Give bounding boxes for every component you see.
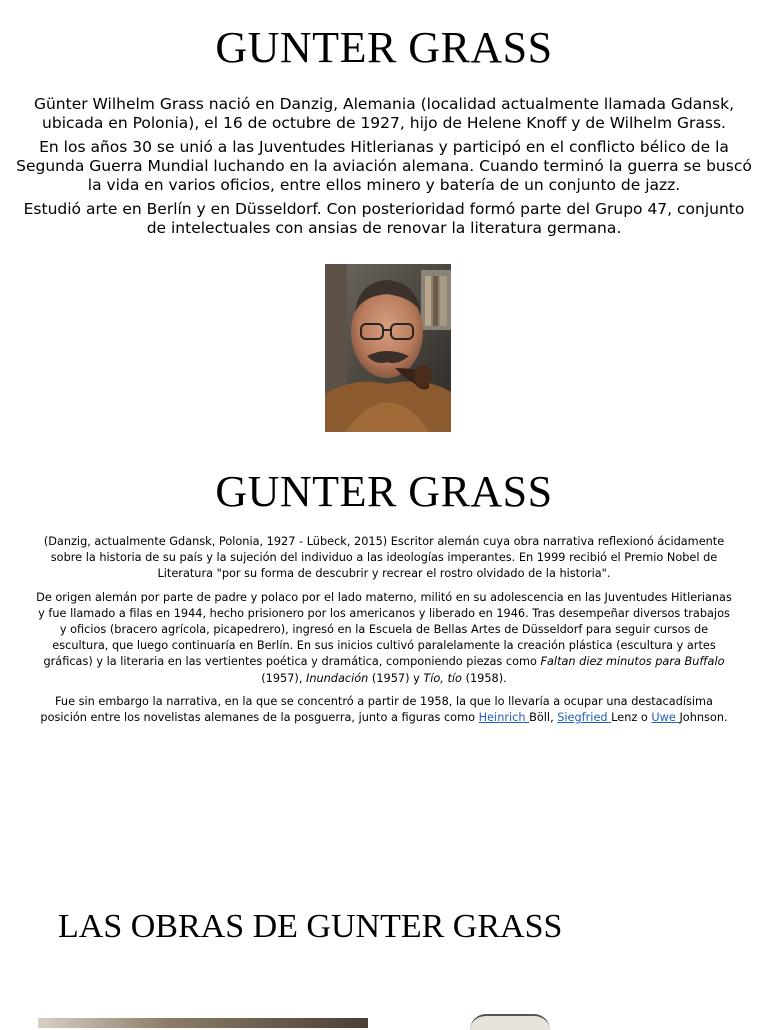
section-biography: [0, 22, 768, 243]
works-section-title: LAS OBRAS DE GUNTER GRASS: [58, 908, 563, 945]
separator: ,: [550, 711, 558, 725]
paragraph: [36, 590, 732, 687]
author-name: Lenz: [611, 711, 638, 725]
author-portrait: [325, 264, 451, 432]
work-year: (1958).: [461, 671, 507, 685]
summary-text: [36, 534, 732, 726]
author-name: Johnson: [679, 711, 724, 725]
paragraph: (Danzig, actualmente Gdansk, Polonia, 1927 - Lübeck, 2015) Escritor alemán cuya obra narrativa reflexionó ácidamente sobre la historia de su país y la sujeción del individuo a las ideologías imperantes. En 1999 recibió el Premio Nobel de Literatura "por su forma de descubrir y recrear el rostro olvidado de la historia".: [43, 535, 725, 581]
link-siegfried-lenz[interactable]: Siegfried: [557, 711, 612, 725]
author-name: Böll: [529, 711, 551, 725]
section-summary: [0, 466, 768, 733]
paragraph: Estudió arte en Berlín y en Düsseldorf. Con posterioridad formó parte del Grupo 47, conjunto de intelectuales con ansias de renovar la literatura germana.: [23, 200, 745, 237]
section-title: GUNTER GRASS: [215, 467, 553, 516]
work-year: (1957),: [261, 671, 306, 685]
book-cover-image: [470, 1014, 550, 1030]
work-title: Inundación: [306, 671, 369, 685]
work-title: Faltan diez minutos para Buffalo: [540, 655, 725, 669]
work-title: Tío, tío: [423, 671, 462, 685]
separator: o: [637, 711, 652, 725]
paragraph: [36, 694, 732, 726]
link-heinrich-boll[interactable]: Heinrich: [478, 711, 530, 725]
separator: .: [723, 711, 728, 725]
book-cover-image: [38, 1018, 368, 1028]
paragraph: En los años 30 se unió a las Juventudes Hitlerianas y participó en el conflicto bélico de la Segunda Guerra Mundial luchando en la aviación alemana. Cuando terminó la guerra se buscó la vida en varios oficios, entre ellos minero y batería de un conjunto de jazz.: [16, 138, 752, 194]
page-title: GUNTER GRASS: [215, 23, 553, 72]
paragraph: Günter Wilhelm Grass nació en Danzig, Alemania (localidad actualmente llamada Gdansk, ubicada en Polonia), el 16 de octubre de 1927, hijo de Helene Knoff y de Wilhelm Grass.: [33, 95, 735, 132]
biography-text: [14, 95, 754, 238]
work-year: (1957) y: [368, 671, 424, 685]
link-uwe-johnson[interactable]: Uwe: [651, 711, 680, 725]
author-portrait-image: [325, 264, 451, 432]
paragraph-text: De origen alemán por parte de padre y polaco por el lado materno, militó en su adolescencia en las Juventudes Hitlerianas y fue llamado a filas en 1944, hecho prisionero por los americanos y liberado en 1946. Tras desempeñar diversos trabajos y oficios (bracero agrícola, picapedrero), ingresó en la Escuela de Bellas Artes de Düsseldorf para seguir cursos de escultura, que luego continuaría en Berlín. En sus inicios cultivó paralelamente la creación plástica (escultura y artes gráficas) y la literaria en las vertientes poética y dramática, componiendo piezas como: [36, 590, 732, 669]
paragraph-text: Fue sin embargo la narrativa, en la que se concentró a partir de 1958, la que lo llevaría a ocupar una destacadísima posición entre los novelistas alemanes de la posguerra, junto a figuras como: [40, 694, 713, 725]
